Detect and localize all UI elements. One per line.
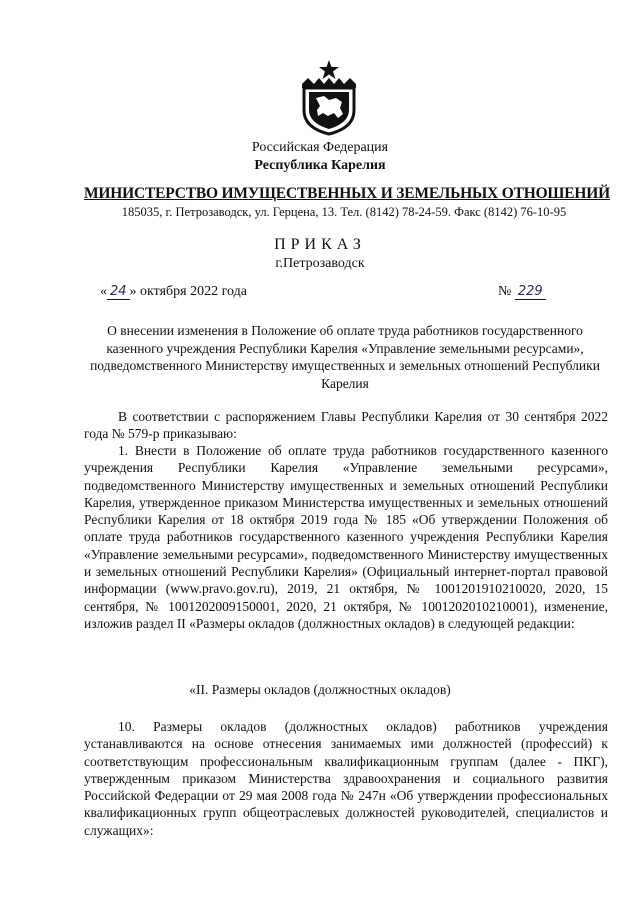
paragraph-text: 1. Внести в Положение об оплате труда работников государственного казенного учреждения Республики Карелия «Управление земельными ресурсами», подведомственного Министерству имущественных и земельных отношений Республики Карелия, утвержденное приказом Министерства имущественных и земельных отношений Республики Карелия от 18 октября 2019 года № 185 «Об утверждении Положения об оплате труда работников государственного казенного учреждения Республики Карелия «Управление земельными ресурсами», подведомственного Министерству имущественных и земельных отношений Республики Карелия» (Официальный интернет-портал правовой информации (www.pravo.gov.ru), 2019, 21 октября, № 1001201910210020, 2020, 15 сентября, № 1001202009150001, 2020, 21 октября, № 1001202010210001), изменение, изложив раздел II «Размеры окладов (должностных окладов) в следующей редакции: (84, 443, 608, 631)
body-paragraph-3 (84, 718, 608, 839)
order-date (100, 284, 247, 300)
date-rest: » октября 2022 года (129, 284, 247, 299)
body-paragraph-1 (84, 408, 608, 443)
order-subject: О внесении изменения в Положение об оплате труда работников государственного казенного учреждения Республики Карелия «Управление земельными ресурсами», подведомственного Министерству имущественных и земельных отношений Республики Карелия (90, 323, 600, 391)
paragraph-text: В соответствии с распоряжением Главы Республики Карелия от 30 сентября 2022 года № 579-р приказываю: (84, 409, 608, 442)
country-name: Российская Федерация (251, 140, 389, 155)
section-heading: «II. Размеры окладов (должностных окладов) (189, 682, 451, 697)
order-title: ПРИКАЗ (274, 236, 366, 253)
date-open-quote: « (100, 284, 107, 299)
ministry-name: МИНИСТЕРСТВО ИМУЩЕСТВЕННЫХ И ЗЕМЕЛЬНЫХ ОТНОШЕНИЙ (84, 185, 610, 202)
body-paragraph-2 (84, 442, 608, 632)
order-number (498, 284, 546, 300)
number-value-handwritten: 229 (515, 284, 546, 300)
order-city: г.Петрозаводск (275, 256, 365, 271)
karelia-coat-of-arms-icon (296, 58, 362, 136)
date-day-handwritten: 24 (107, 284, 130, 300)
ministry-address: 185035, г. Петрозаводск, ул. Герцена, 13. Тел. (8142) 78-24-59. Факс (8142) 76-10-95 (121, 205, 567, 219)
paragraph-text: 10. Размеры окладов (должностных окладов) работников учреждения устанавливаются на основе отнесения занимаемых ими должностей (профессий) к соответствующим профессиональным квалификационным группам (далее - ПКГ), утвержденным приказом Министерства здравоохранения и социального развития Российской Федерации от 29 мая 2008 года № 247н «Об утверждении профессиональных квалификационных групп общеотраслевых должностей руководителей, специалистов и служащих»: (84, 719, 608, 838)
republic-name: Республика Карелия (254, 158, 386, 173)
number-label: № (498, 284, 512, 299)
